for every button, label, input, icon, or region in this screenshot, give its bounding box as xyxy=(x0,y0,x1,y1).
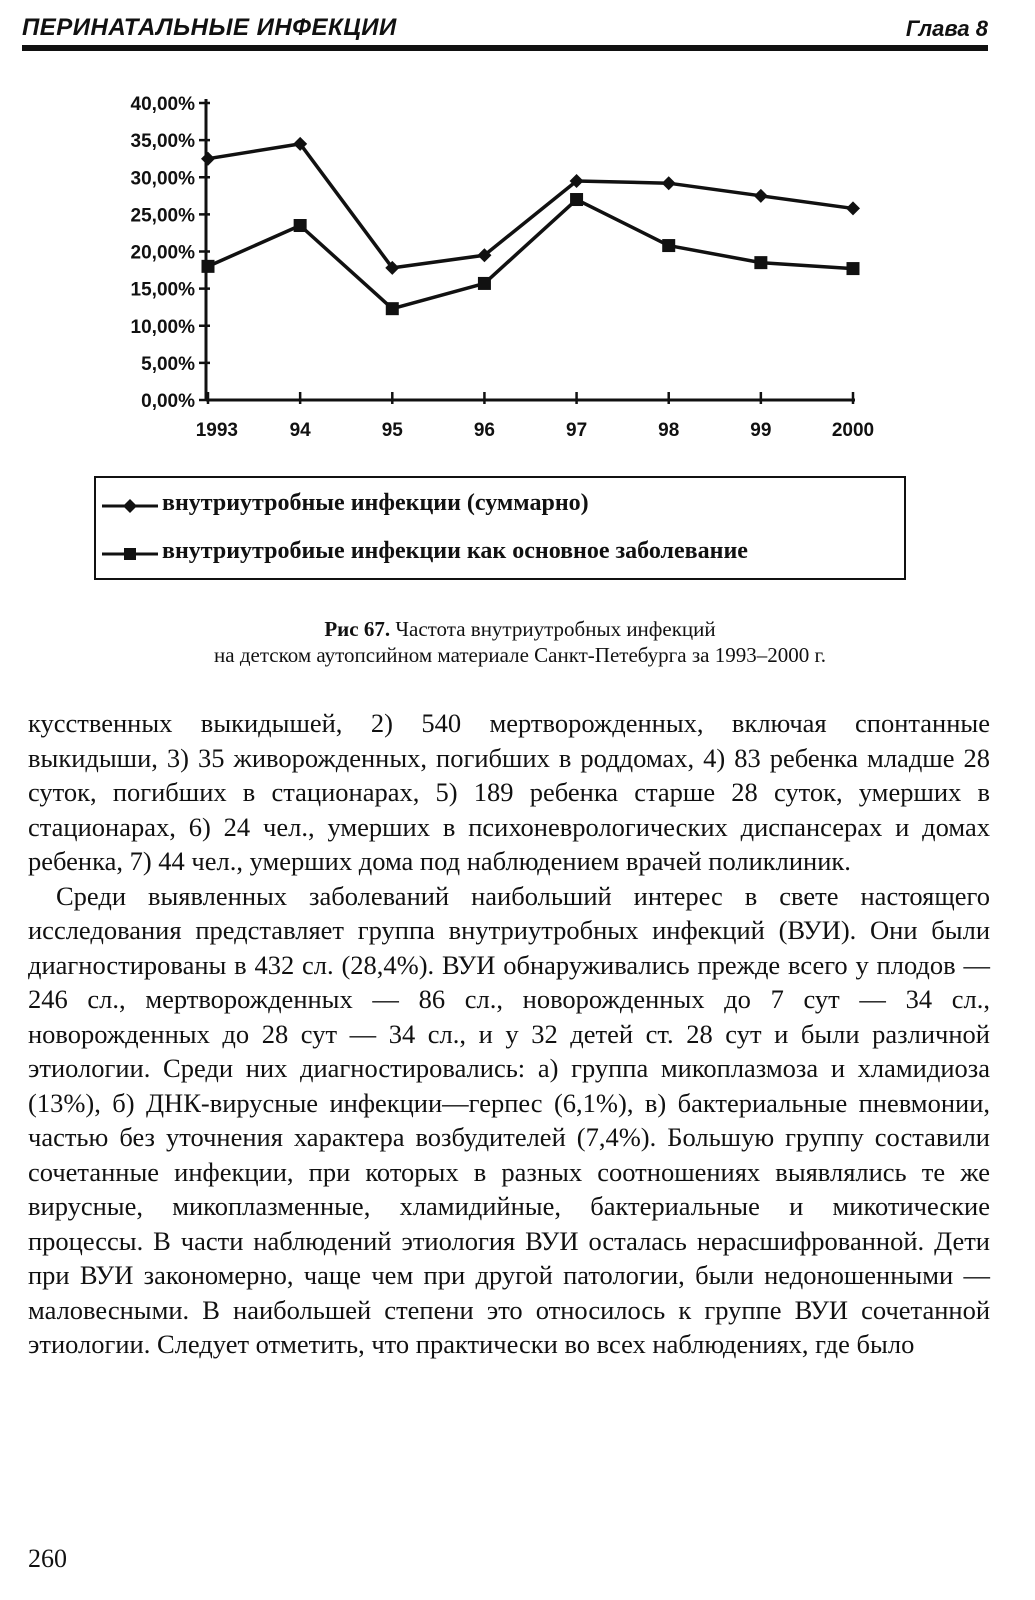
legend-square-marker xyxy=(102,546,158,562)
y-tick-label: 35,00% xyxy=(130,131,195,153)
data-point-square xyxy=(662,239,675,252)
chart-legend xyxy=(94,476,906,580)
data-point-square xyxy=(478,277,491,290)
legend-item-total xyxy=(96,486,906,526)
legend-label-primary: внутриутробиые инфекции как основное заболевание xyxy=(162,538,748,564)
x-tick-label: 94 xyxy=(289,420,311,441)
legend-item-primary xyxy=(96,534,906,574)
running-header-chapter: Глава 8 xyxy=(905,16,988,41)
x-tick-label: 98 xyxy=(658,420,680,441)
page-number: 260 xyxy=(28,1544,67,1573)
data-point-square xyxy=(386,302,399,315)
header-rule xyxy=(22,45,988,51)
data-point-diamond xyxy=(846,201,860,215)
y-tick-label: 0,00% xyxy=(141,391,195,412)
x-tick-label: 96 xyxy=(473,420,495,441)
legend-diamond-marker xyxy=(102,498,158,514)
figure-caption xyxy=(40,616,1000,668)
y-tick-label: 20,00% xyxy=(130,242,195,264)
data-point-square xyxy=(202,260,215,273)
data-point-square xyxy=(294,219,307,232)
paragraph-1: кусственных выкидышей, 2) 540 мертворожденных, включая спонтанные выкидыши, 3) 35 живорожденных, погибших в роддомах, 4) 83 ребенка младше 28 суток, погибших в стационарах, 5) 189 ребенка старше 28 суток, умерших в стационарах, 6) 24 чел., умерших в психоневрологических диспансерах и домах ребенка, 7) 44 чел., умерших дома под наблюдением врачей поликлиник. xyxy=(28,708,990,876)
y-tick-label: 25,00% xyxy=(130,205,195,227)
running-header-title: ПЕРИНАТАЛЬНЫЕ ИНФЕКЦИИ xyxy=(22,14,397,41)
x-tick-label: 99 xyxy=(750,420,772,441)
y-tick-label: 5,00% xyxy=(141,353,195,375)
y-tick-label: 30,00% xyxy=(130,168,195,190)
x-tick-label: 97 xyxy=(566,420,588,441)
y-tick-label: 40,00% xyxy=(130,94,195,115)
data-point-square xyxy=(847,262,860,275)
paragraph-2: Среди выявленных заболеваний наибольший интерес в свете настоящего исследования представляет группа внутриутробных инфекций (ВУИ). Они были диагностированы в 432 сл. (28,4%). ВУИ обнаруживались прежде всего у плодов — 246 сл., мертворожденных — 86 сл., новорожденных до 7 сут — 34 сл., новорожденных до 28 сут — 34 сл., и у 32 детей ст. 28 сут и были различной этиологии. Среди них диагностировались: а) группа микоплазмоза и хламидиоза (13%), б) ДНК-вирусные инфекции—герпес (6,1%), в) бактериальные пневмонии, частью без уточнения характера возбудителей (7,4%). Большую группу составили сочетанные инфекции, при которых в разных соотношениях выявлялись те же вирусные, микоплазменные, хламидийные, бактериальные и микотические процессы. В части наблюдений этиология ВУИ осталась нерасшифрованной. Дети при ВУИ закономерно, чаще чем при другой патологии, были недоношенными — маловесными. В наибольшей степени это относилось к группе ВУИ сочетанной этиологии. Следует отметить, что практически во всех наблюдениях, где было xyxy=(28,880,990,1359)
legend-label-total: внутриутробные инфекции (суммарно) xyxy=(162,490,589,516)
x-tick-label: 95 xyxy=(381,420,403,441)
body-text xyxy=(28,706,990,1362)
x-tick-label: 1993 xyxy=(195,420,238,441)
line-chart xyxy=(0,60,1035,460)
data-point-diamond xyxy=(754,189,768,203)
running-header xyxy=(22,10,988,50)
x-tick-label: 2000 xyxy=(831,420,875,441)
data-point-square xyxy=(754,256,767,269)
data-point-diamond xyxy=(662,176,676,190)
figure-label: Рис 67. xyxy=(324,617,391,641)
y-tick-label: 10,00% xyxy=(130,316,195,338)
data-point-square xyxy=(570,193,583,206)
data-point-diamond xyxy=(201,152,215,166)
caption-line-2: на детском аутопсийном материале Санкт-Петебурга за 1993–2000 г. xyxy=(214,643,826,667)
series-line-1 xyxy=(208,144,853,268)
caption-line-1: Частота внутриутробных инфекций xyxy=(395,617,716,641)
y-tick-label: 15,00% xyxy=(130,279,195,301)
